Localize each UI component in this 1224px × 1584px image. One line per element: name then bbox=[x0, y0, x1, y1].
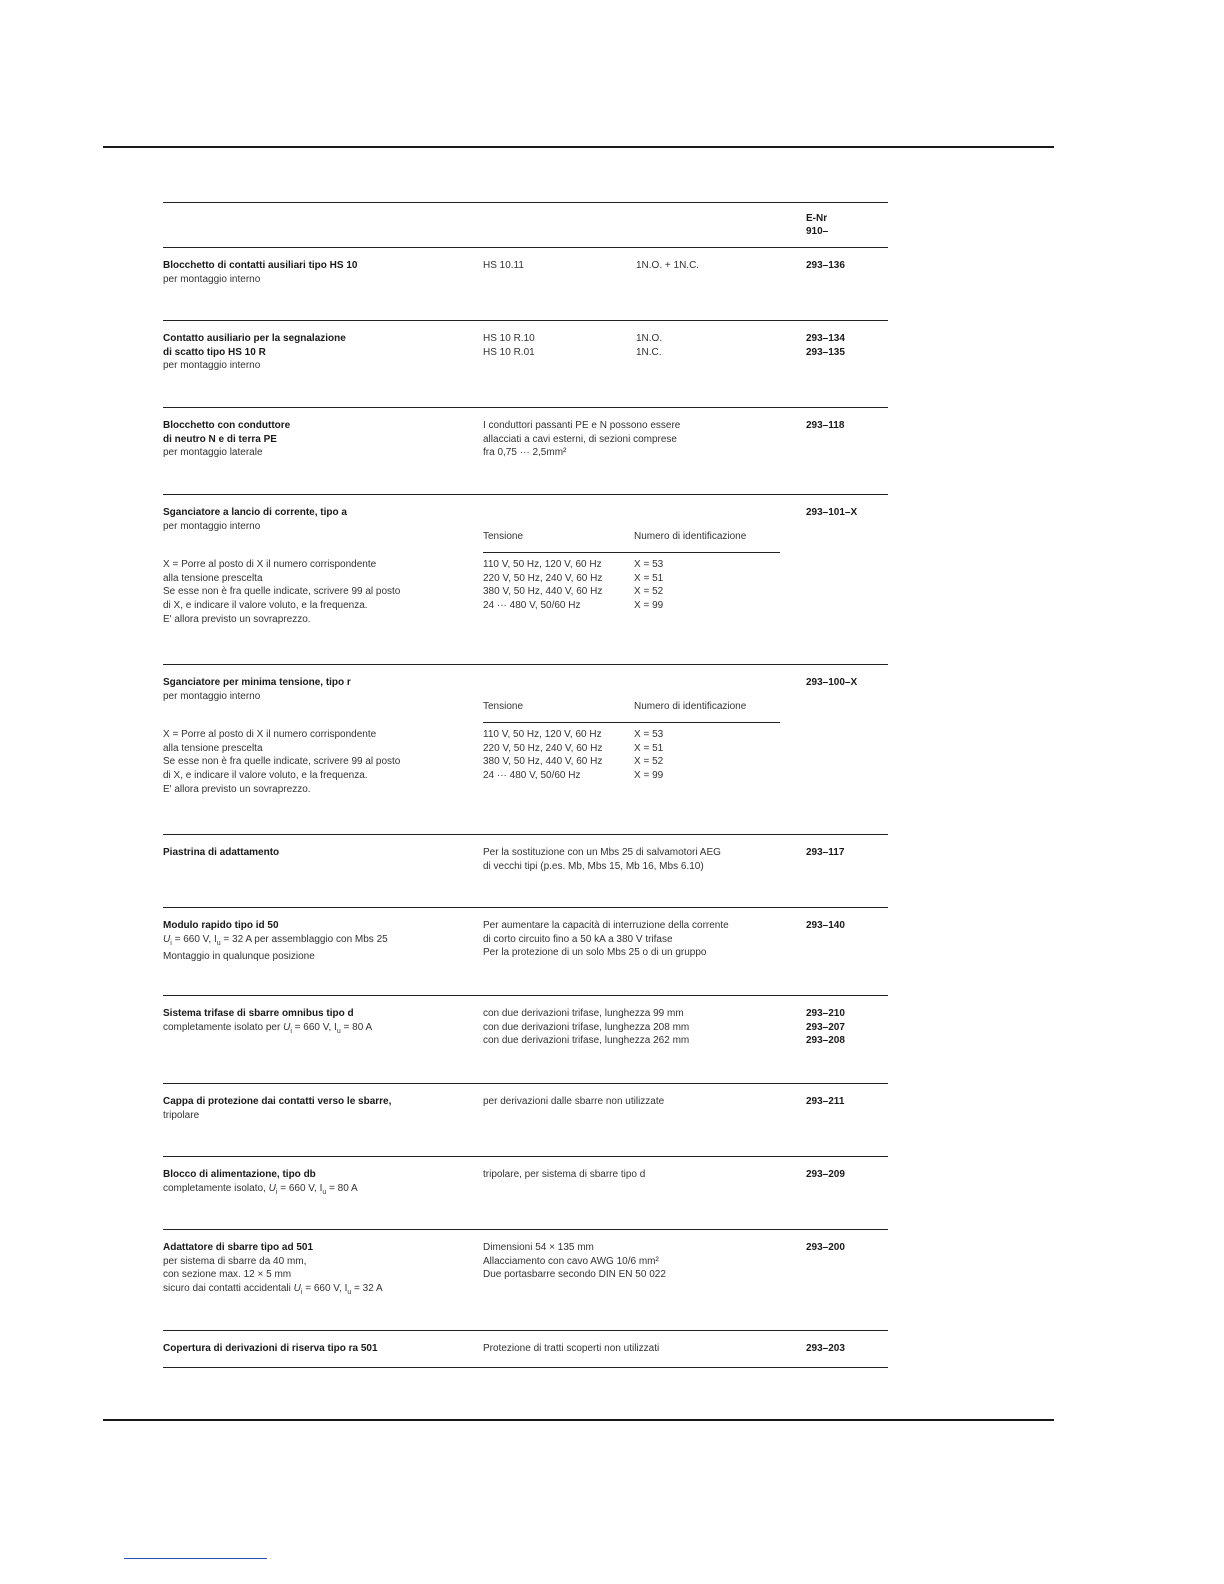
order-code: 293–134 293–135 bbox=[806, 333, 845, 358]
table-row bbox=[163, 1084, 888, 1157]
details-column: Per aumentare la capacità di interruzione della corrente di corto circuito fino a 50 kA a 380 V trifase Per la protezione di un solo Mbs 25 o di un gruppo bbox=[483, 920, 729, 959]
contacts-column: 1N.O. 1N.C. bbox=[636, 333, 663, 358]
table-row bbox=[163, 996, 888, 1084]
item-description: Sganciatore a lancio di corrente, tipo a per montaggio interno bbox=[163, 507, 347, 532]
item-description: Contatto ausiliario per la segnalazione di scatto tipo HS 10 R per montaggio interno bbox=[163, 333, 346, 372]
table-row bbox=[163, 1230, 888, 1331]
table-row bbox=[163, 1331, 888, 1368]
details-column: per derivazioni dalle sbarre non utilizzate bbox=[483, 1096, 665, 1107]
details-column: Dimensioni 54 × 135 mm Allacciamento con cavo AWG 10/6 mm² Due portasbarre secondo DIN EN 50 022 bbox=[483, 1242, 666, 1281]
table-row bbox=[163, 248, 888, 321]
table-row bbox=[163, 321, 888, 408]
item-description: Piastrina di adattamento bbox=[163, 847, 280, 858]
order-code: 293–140 bbox=[806, 920, 845, 931]
table-header bbox=[163, 202, 888, 248]
x-note: X = Porre al posto di X il numero corrispondente alla tensione prescelta Se esse non è fra quelle indicate, scrivere 99 al posto di X, e indicare il valore voluto, e la frequenza. E' allora previsto un sovraprezzo. bbox=[163, 729, 401, 795]
item-description: Cappa di protezione dai contatti verso le sbarre, tripolare bbox=[163, 1096, 392, 1121]
top-rule bbox=[103, 146, 1054, 148]
order-code: 293–209 bbox=[806, 1169, 845, 1180]
contacts-column: 1N.O. + 1N.C. bbox=[636, 260, 700, 271]
order-code: 293–210 293–207 293–208 bbox=[806, 1008, 845, 1047]
enr-header: E-Nr 910– bbox=[806, 213, 829, 237]
voltage-list: 110 V, 50 Hz, 120 V, 60 Hz 220 V, 50 Hz, 240 V, 60 Hz 380 V, 50 Hz, 440 V, 60 Hz 24 ··· 480 V, 50/60 Hz bbox=[483, 729, 603, 782]
voltage-table-header: Tensione Numero di identificazione bbox=[483, 530, 780, 553]
item-description: Sganciatore per minima tensione, tipo r per montaggio interno bbox=[163, 677, 351, 702]
order-code: 293–200 bbox=[806, 1242, 845, 1253]
details-column: Protezione di tratti scoperti non utilizzati bbox=[483, 1343, 660, 1354]
footer-link-line bbox=[124, 1558, 267, 1559]
voltage-table-header: Tensione Numero di identificazione bbox=[483, 700, 780, 723]
order-code: 293–100–X bbox=[806, 677, 858, 688]
item-description: Modulo rapido tipo id 50 $U_i = 660$ V, $I_u = 32$ A per assemblaggio con Mbs 25 Montaggio in qualunque posizione bbox=[163, 920, 388, 963]
type-column: HS 10 R.10 HS 10 R.01 bbox=[483, 333, 535, 358]
item-description: Blocco di alimentazione, tipo db completamente isolato, $U_i = 660$ V, $I_u = 80$ A bbox=[163, 1169, 358, 1196]
catalog-table bbox=[163, 202, 888, 1368]
x-note: X = Porre al posto di X il numero corrispondente alla tensione prescelta Se esse non è fra quelle indicate, scrivere 99 al posto di X, e indicare il valore voluto, e la frequenza. E' allora previsto un sovraprezzo. bbox=[163, 559, 401, 625]
order-code: 293–118 bbox=[806, 420, 845, 431]
order-code: 293–203 bbox=[806, 1343, 845, 1354]
order-code: 293–136 bbox=[806, 260, 845, 271]
table-row bbox=[163, 495, 888, 665]
item-description: Blocchetto con conduttore di neutro N e di terra PE per montaggio laterale bbox=[163, 420, 291, 459]
details-column: tripolare, per sistema di sbarre tipo d bbox=[483, 1169, 646, 1180]
details-column: Per la sostituzione con un Mbs 25 di salvamotori AEG di vecchi tipi (p.es. Mb, Mbs 15, Mb 16, Mbs 6.10) bbox=[483, 847, 721, 872]
type-column: HS 10.11 bbox=[483, 260, 524, 271]
order-code: 293–101–X bbox=[806, 507, 858, 518]
identification-list: X = 53 X = 51 X = 52 X = 99 bbox=[634, 559, 664, 612]
table-row bbox=[163, 908, 888, 996]
table-row bbox=[163, 835, 888, 908]
item-description: Adattatore di sbarre tipo ad 501 per sistema di sbarre da 40 mm, con sezione max. 12 × 5 mm sicuro dai contatti accidentali $U_i = 660$ V, $I_u = 32$ A bbox=[163, 1242, 383, 1297]
order-code: 293–117 bbox=[806, 847, 845, 858]
table-row bbox=[163, 408, 888, 495]
table-row bbox=[163, 1157, 888, 1230]
item-description: Blocchetto di contatti ausiliari tipo HS 10 per montaggio interno bbox=[163, 260, 358, 285]
voltage-list: 110 V, 50 Hz, 120 V, 60 Hz 220 V, 50 Hz, 240 V, 60 Hz 380 V, 50 Hz, 440 V, 60 Hz 24 ··· 480 V, 50/60 Hz bbox=[483, 559, 603, 612]
details-column: con due derivazioni trifase, lunghezza 99 mm con due derivazioni trifase, lunghezza 208 mm con due derivazioni trifase, lunghezza 262 mm bbox=[483, 1008, 690, 1047]
item-description: Sistema trifase di sbarre omnibus tipo d completamente isolato per $U_i = 660$ V, $I_u = 80$ A bbox=[163, 1008, 373, 1035]
table-row bbox=[163, 665, 888, 835]
order-code: 293–211 bbox=[806, 1096, 845, 1107]
item-description: Copertura di derivazioni di riserva tipo ra 501 bbox=[163, 1343, 378, 1354]
identification-list: X = 53 X = 51 X = 52 X = 99 bbox=[634, 729, 664, 782]
bottom-rule bbox=[103, 1419, 1054, 1421]
details-column: I conduttori passanti PE e N possono essere allacciati a cavi esterni, di sezioni comprese fra 0,75 ··· 2,5mm² bbox=[483, 420, 681, 459]
